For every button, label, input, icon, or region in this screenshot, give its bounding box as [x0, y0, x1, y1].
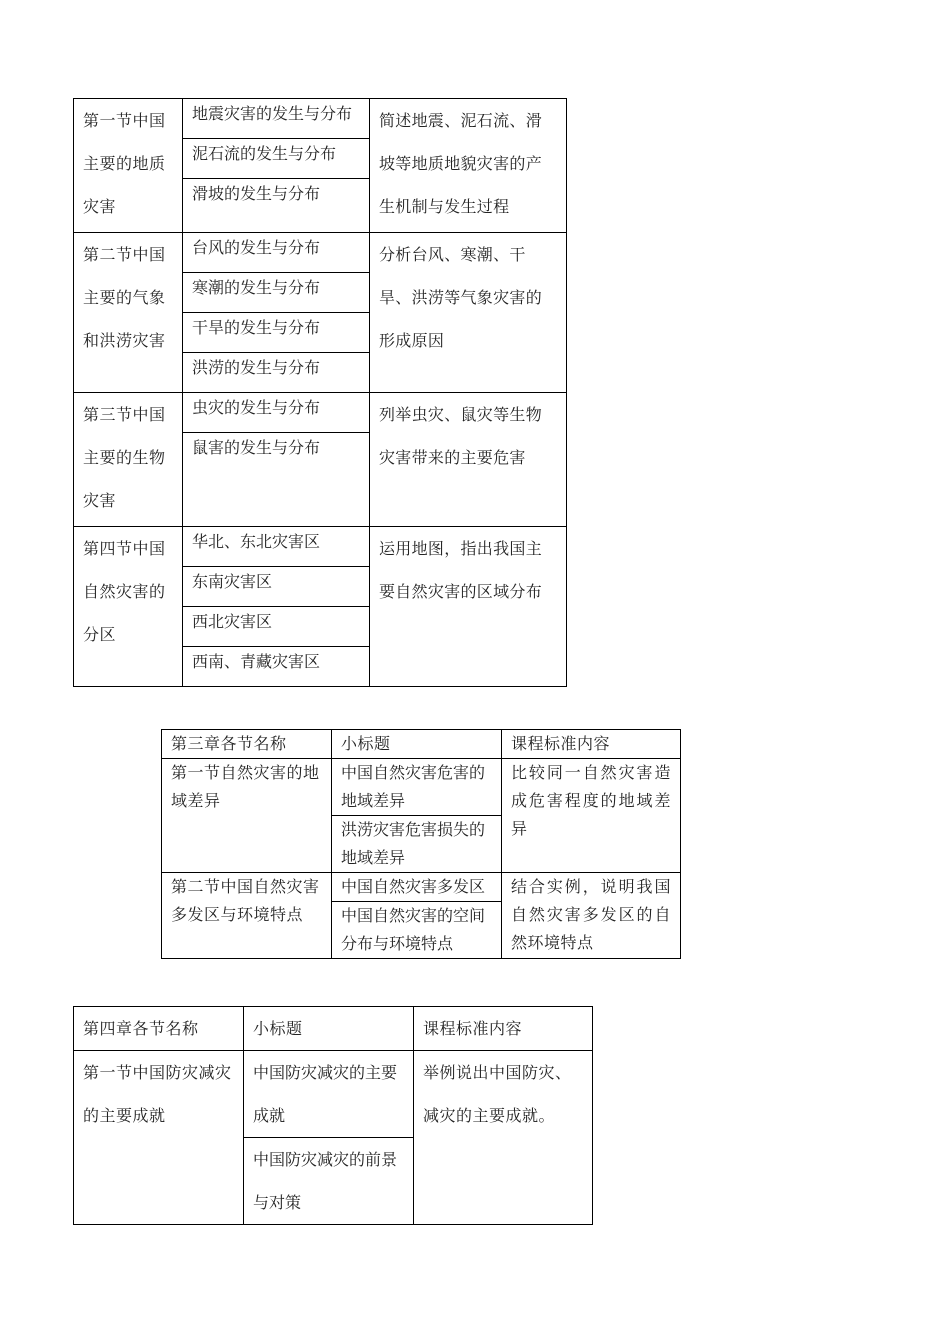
subtitle: 干旱的发生与分布 — [183, 313, 369, 353]
header-cell: 第四章各节名称 — [74, 1007, 244, 1051]
table-header-row — [162, 730, 681, 759]
section-name-cell: 第二节中国自然灾害多发区与环境特点 — [162, 873, 332, 959]
table-row — [74, 99, 567, 233]
subtitle: 西北灾害区 — [183, 607, 369, 647]
section-name-cell: 第一节自然灾害的地域差异 — [162, 759, 332, 873]
subtitle: 中国自然灾害多发区 — [332, 873, 501, 902]
chapter2-table — [73, 98, 567, 687]
table-row — [74, 233, 567, 393]
subtitle: 西南、青藏灾害区 — [192, 652, 321, 671]
subtitle-cell — [244, 1051, 414, 1225]
table-header-row — [74, 1007, 593, 1051]
subtitle: 台风的发生与分布 — [183, 233, 369, 273]
subtitle: 中国自然灾害的空间分布与环境特点 — [341, 906, 486, 953]
subtitle: 洪涝的发生与分布 — [192, 358, 321, 377]
header-cell: 小标题 — [244, 1007, 414, 1051]
standard-cell: 结合实例，说明我国自然灾害多发区的自然环境特点 — [502, 873, 681, 959]
section-name-cell: 第二节中国主要的气象和洪涝灾害 — [74, 233, 183, 393]
subtitle: 鼠害的发生与分布 — [192, 438, 321, 457]
standard-cell: 运用地图，指出我国主要自然灾害的区域分布 — [370, 527, 567, 687]
subtitle: 中国防灾减灾的前景与对策 — [253, 1150, 398, 1212]
standard-cell: 举例说出中国防灾、减灾的主要成就。 — [414, 1051, 593, 1225]
header-cell: 课程标准内容 — [502, 730, 681, 759]
subtitle: 中国自然灾害危害的地域差异 — [332, 759, 501, 816]
subtitle: 华北、东北灾害区 — [183, 527, 369, 567]
header-cell: 第三章各节名称 — [162, 730, 332, 759]
header-cell: 课程标准内容 — [414, 1007, 593, 1051]
section-name-cell: 第四节中国自然灾害的分区 — [74, 527, 183, 687]
subtitle: 滑坡的发生与分布 — [192, 184, 321, 203]
subtitle-cell — [183, 99, 370, 233]
subtitle: 虫灾的发生与分布 — [183, 393, 369, 433]
subtitle-cell — [332, 759, 502, 873]
section-name-cell: 第三节中国主要的生物灾害 — [74, 393, 183, 527]
standard-cell: 简述地震、泥石流、滑坡等地质地貌灾害的产生机制与发生过程 — [370, 99, 567, 233]
table-row — [74, 1051, 593, 1225]
section-name-cell: 第一节中国主要的地质灾害 — [74, 99, 183, 233]
standard-cell: 列举虫灾、鼠灾等生物灾害带来的主要危害 — [370, 393, 567, 527]
standard-cell: 分析台风、寒潮、干旱、洪涝等气象灾害的形成原因 — [370, 233, 567, 393]
chapter3-table — [161, 729, 681, 959]
table-row — [162, 873, 681, 959]
table-row — [162, 759, 681, 873]
table-row — [74, 393, 567, 527]
subtitle: 地震灾害的发生与分布 — [183, 99, 369, 139]
subtitle: 洪涝灾害危害损失的地域差异 — [341, 820, 486, 867]
subtitle-cell — [183, 393, 370, 527]
header-cell: 小标题 — [332, 730, 502, 759]
table-row — [74, 527, 567, 687]
chapter4-table — [73, 1006, 593, 1225]
standard-cell: 比较同一自然灾害造成危害程度的地域差异 — [502, 759, 681, 873]
subtitle: 寒潮的发生与分布 — [183, 273, 369, 313]
subtitle: 东南灾害区 — [183, 567, 369, 607]
subtitle-cell — [183, 233, 370, 393]
subtitle: 泥石流的发生与分布 — [183, 139, 369, 179]
subtitle-cell — [183, 527, 370, 687]
section-name-cell: 第一节中国防灾减灾的主要成就 — [74, 1051, 244, 1225]
subtitle: 中国防灾减灾的主要成就 — [244, 1051, 413, 1138]
subtitle-cell — [332, 873, 502, 959]
